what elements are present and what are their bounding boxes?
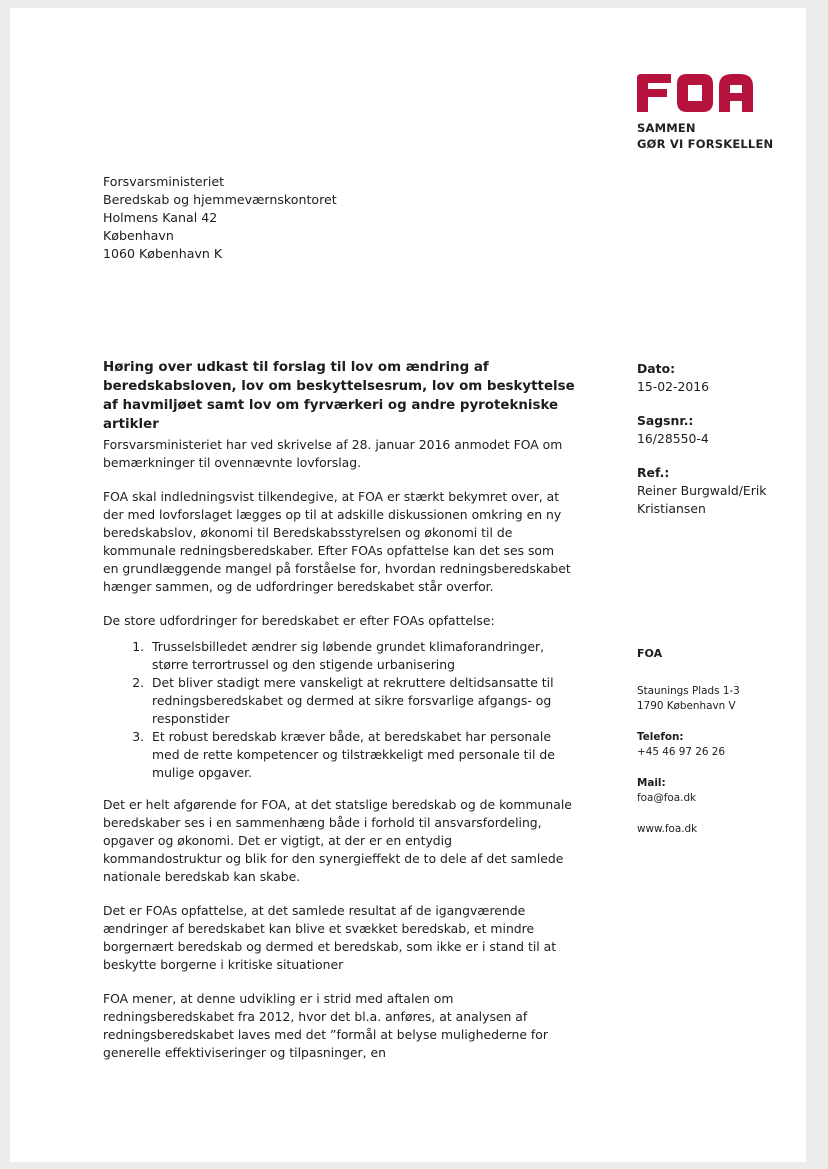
foa-logo-mark bbox=[637, 74, 753, 112]
date-value: 15-02-2016 bbox=[637, 379, 710, 394]
body-paragraph: Det er helt afgørende for FOA, at det statslige beredskab og de kommunale beredskaber ses i en sammenhæng både i forhold til ansvarsfordeling, opgaver og økonomi. Det er vigtigt, at der er en entydig kommandostruktur og blik for den synergieffekt de to dele af det samlede nationale beredskab kan skabe. bbox=[103, 797, 572, 884]
sender-org: FOA bbox=[637, 647, 663, 660]
body-paragraph: FOA mener, at denne udvikling er i strid med aftalen om redningsberedskabet fra 2012, hvor det bl.a. anføres, at analysen af redningsberedskabet laves med det ”formål at belyse mulighederne for generelle effektiviseringer og tilpasninger, en bbox=[103, 991, 548, 1060]
tagline-line-1: SAMMEN bbox=[637, 121, 696, 135]
phone-block bbox=[637, 730, 797, 760]
recipient-line: Forsvarsministeriet bbox=[103, 174, 225, 189]
date-block bbox=[637, 360, 797, 396]
letter-meta bbox=[637, 360, 797, 534]
brand-tagline bbox=[637, 120, 777, 152]
phone-label: Telefon: bbox=[637, 731, 684, 743]
sender-address bbox=[637, 684, 797, 714]
letter-body bbox=[103, 436, 573, 1078]
challenges-list bbox=[103, 638, 573, 782]
body-paragraph: De store udfordringer for beredskabet er efter FOAs opfattelse: bbox=[103, 613, 495, 628]
website-link: www.foa.dk bbox=[637, 823, 698, 835]
mail-value: foa@foa.dk bbox=[637, 792, 697, 804]
address-line-1: Staunings Plads 1-3 bbox=[637, 685, 740, 697]
reference-label: Ref.: bbox=[637, 465, 670, 480]
tagline-line-2: GØR VI FORSKELLEN bbox=[637, 137, 774, 151]
date-label: Dato: bbox=[637, 361, 676, 376]
letter-title: Høring over udkast til forslag til lov om ændring af beredskabsloven, lov om beskyttelsesrum, lov om beskyttelse af havmiljøet samt lov om fyrværkeri og andre pyrotekniske artikler bbox=[103, 360, 575, 432]
recipient-line: Holmens Kanal 42 bbox=[103, 210, 218, 225]
recipient-line: København bbox=[103, 228, 174, 243]
list-item: 1. Trusselsbilledet ændrer sig løbende grundet klimaforandringer, større terrortrussel og den stigende urbanisering bbox=[148, 638, 573, 674]
letter-page bbox=[10, 8, 806, 1162]
body-paragraph: Forsvarsministeriet har ved skrivelse af 28. januar 2016 anmodet FOA om bemærkninger til ovennævnte lovforslag. bbox=[103, 437, 563, 470]
foa-logo bbox=[637, 74, 777, 152]
case-number-block bbox=[637, 412, 797, 448]
case-number-label: Sagsnr.: bbox=[637, 413, 694, 428]
list-item: 2. Det bliver stadigt mere vanskeligt at rekruttere deltidsansatte til redningsberedskabet og dermed at sikre forsvarlige afgangs- og responstider bbox=[148, 674, 573, 728]
mail-label: Mail: bbox=[637, 777, 666, 789]
body-paragraph: FOA skal indledningsvist tilkendegive, at FOA er stærkt bekymret over, at der med lovforslaget lægges op til at adskille diskussionen omkring en ny beredskabslov, økonomi til Beredskabsstyrelsen og økonomi til de kommunale redningsberedskaber. Efter FOAs opfattelse kan det ses som en grundlæggende mangel på forståelse for, hvordan redningsberedskabet hænger sammen, og de udfordringer beredskabet står overfor. bbox=[103, 489, 571, 594]
list-item: 3. Et robust beredskab kræver både, at beredskabet har personale med de rette kompetencer og tilstrækkeligt med personale til de mulige opgaver. bbox=[148, 728, 573, 782]
recipient-line: Beredskab og hjemmeværnskontoret bbox=[103, 192, 337, 207]
mail-block bbox=[637, 776, 797, 806]
sender-contact bbox=[637, 646, 797, 853]
reference-block bbox=[637, 464, 797, 518]
recipient-address bbox=[103, 173, 337, 263]
recipient-line: 1060 København K bbox=[103, 246, 223, 261]
phone-value: +45 46 97 26 26 bbox=[637, 746, 726, 758]
reference-value: Reiner Burgwald/Erik Kristiansen bbox=[637, 483, 767, 516]
body-paragraph: Det er FOAs opfattelse, at det samlede resultat af de igangværende ændringer af beredskabet kan blive et svækket beredskab, et mindre borgernært beredskab og dermed et beredskab, som ikke er i stand til at beskytte borgerne i kritiske situationer bbox=[103, 903, 557, 972]
case-number-value: 16/28550-4 bbox=[637, 431, 709, 446]
address-line-2: 1790 København V bbox=[637, 700, 736, 712]
